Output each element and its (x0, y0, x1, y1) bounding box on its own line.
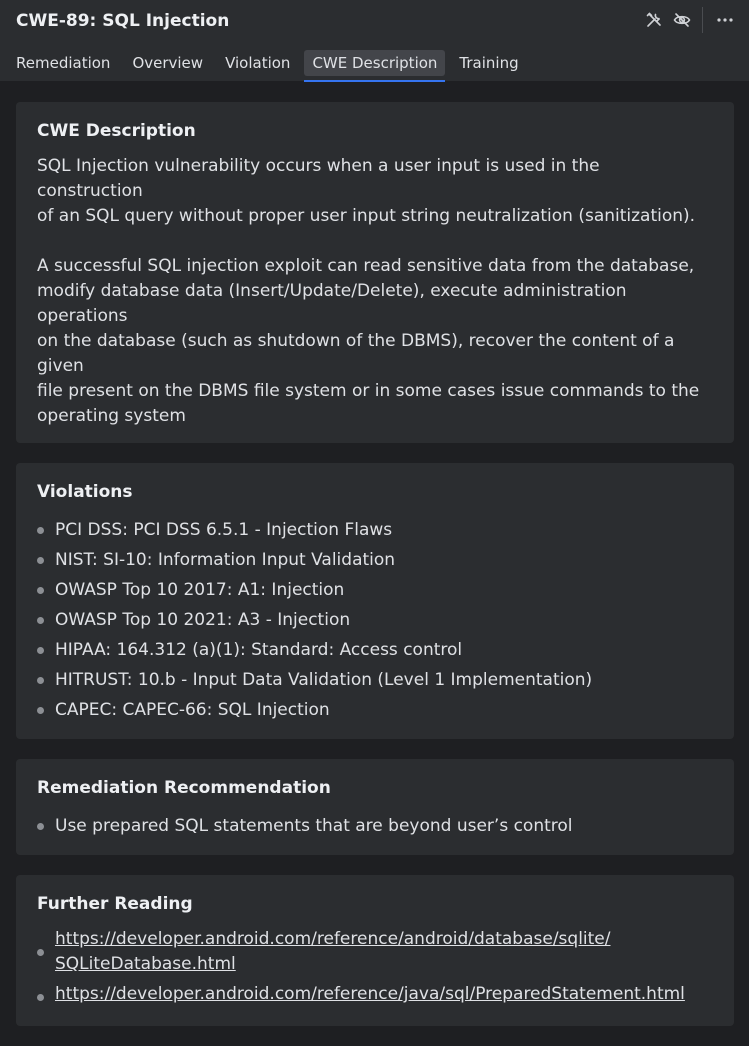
header-divider (702, 7, 703, 33)
list-item: CAPEC: CAPEC-66: SQL Injection (37, 695, 713, 725)
tools-icon[interactable] (640, 6, 668, 34)
tab-remediation[interactable]: Remediation (16, 54, 111, 72)
list-item: PCI DSS: PCI DSS 6.5.1 - Injection Flaws (37, 515, 713, 545)
list-item: OWASP Top 10 2017: A1: Injection (37, 575, 713, 605)
description-paragraph (37, 154, 713, 229)
violations-list (37, 515, 713, 725)
tab-bar (8, 50, 533, 82)
reading-link[interactable] (55, 929, 611, 974)
further-reading-card (16, 875, 734, 1026)
list-item: OWASP Top 10 2021: A3 - Injection (37, 605, 713, 635)
tab-cwe-description[interactable]: CWE Description (304, 50, 445, 76)
description-line: file present on the DBMS file system or in some cases issue commands to the (37, 381, 700, 401)
remediation-list (37, 811, 713, 841)
violations-heading: Violations (37, 482, 133, 502)
further-reading-heading: Further Reading (37, 894, 193, 914)
more-icon[interactable] (711, 6, 739, 34)
list-item: NIST: SI-10: Information Input Validation (37, 545, 713, 575)
tab-overview[interactable]: Overview (132, 54, 204, 72)
list-item: Use prepared SQL statements that are beyond user’s control (37, 811, 713, 841)
remediation-card (16, 759, 734, 855)
list-item: HIPAA: 164.312 (a)(1): Standard: Access control (37, 635, 713, 665)
link-text-line: https://developer.android.com/reference/android/database/sqlite/ (55, 929, 611, 949)
cwe-description-heading: CWE Description (37, 121, 196, 141)
tab-violation[interactable]: Violation (225, 54, 291, 72)
tool-window-header (0, 0, 749, 81)
page-title: CWE-89: SQL Injection (16, 11, 230, 31)
description-line: SQL Injection vulnerability occurs when a user input is used in the (37, 156, 600, 176)
link-text-line: SQLiteDatabase.html (55, 954, 236, 974)
header-actions (640, 6, 739, 34)
description-line: on the database (such as shutdown of the DBMS), recover the content of a (37, 331, 675, 351)
tab-training[interactable]: Training (459, 54, 519, 72)
description-line: operating system (37, 406, 186, 426)
description-line: A successful SQL injection exploit can read sensitive data from the database, (37, 256, 695, 276)
list-item: HITRUST: 10.b - Input Data Validation (Level 1 Implementation) (37, 665, 713, 695)
list-item (37, 982, 713, 1007)
cwe-description-card (16, 102, 734, 443)
description-paragraph (37, 254, 713, 429)
cwe-description-text (37, 154, 713, 429)
list-item (37, 927, 713, 977)
reading-link[interactable]: https://developer.android.com/reference/java/sql/PreparedStatement.html (55, 984, 685, 1004)
violations-card (16, 463, 734, 739)
remediation-heading: Remediation Recommendation (37, 778, 331, 798)
content-area (16, 102, 734, 1046)
further-reading-list (37, 927, 713, 1007)
description-line: of an SQL query without proper user input string neutralization (sanitization). (37, 206, 696, 226)
description-line: given (37, 356, 84, 376)
description-line: operations (37, 306, 128, 326)
hide-icon[interactable] (668, 6, 696, 34)
description-line: construction (37, 181, 143, 201)
description-line: modify database data (Insert/Update/Delete), execute administration (37, 281, 627, 301)
